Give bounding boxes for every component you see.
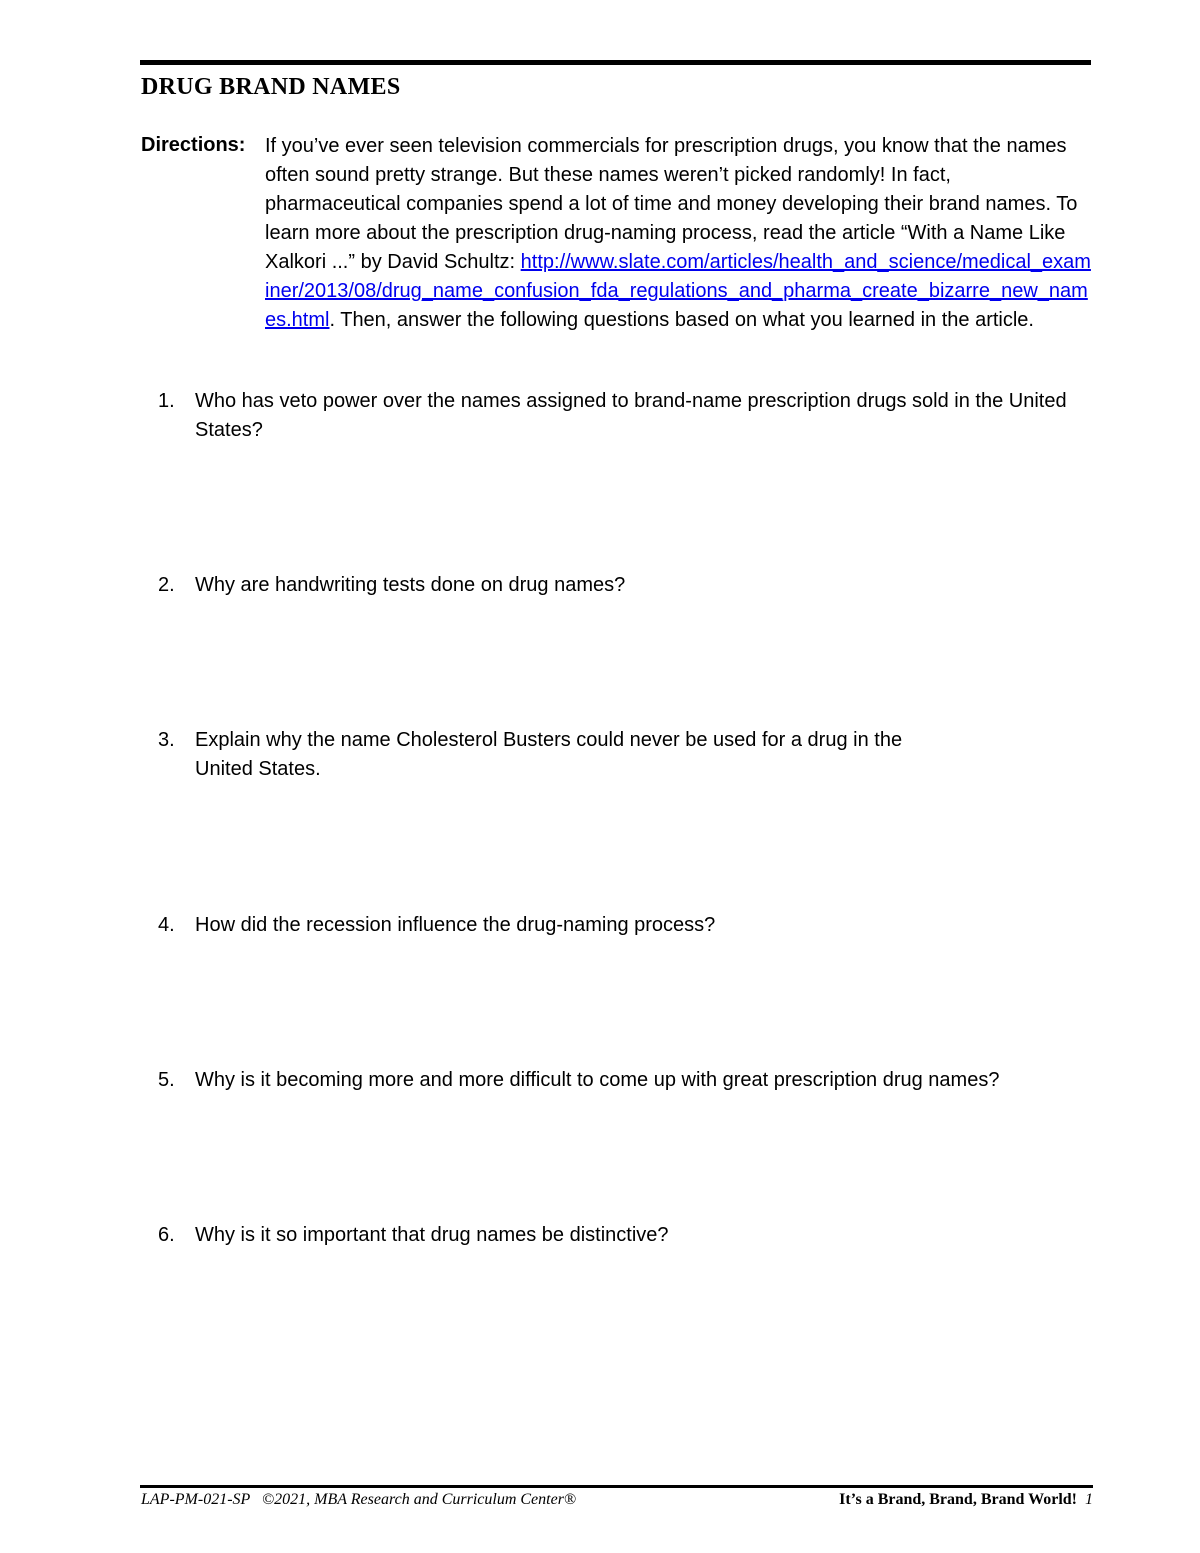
question-text: Why are handwriting tests done on drug names?: [195, 574, 626, 596]
footer-copyright: LAP-PM-021-SP ©2021, MBA Research and Curriculum Center®: [141, 1491, 577, 1508]
question-5: [158, 1066, 1078, 1095]
question-number: 2.: [158, 574, 175, 596]
question-number: 1.: [158, 390, 175, 412]
page-title: DRUG BRAND NAMES: [141, 74, 401, 100]
bottom-rule: [140, 1485, 1093, 1488]
question-number: 5.: [158, 1069, 175, 1091]
directions-label: Directions:: [141, 134, 246, 156]
article-link[interactable]: http://www.slate.com/articles/health_and_science/medical_examiner/2013/08/drug_name_confusion_fda_regulations_and_pharma_create_bizarre_new_names.html: [265, 251, 1091, 331]
question-text: Why is it becoming more and more difficult to come up with great prescription drug names?: [195, 1069, 1000, 1091]
question-4: [158, 911, 1078, 940]
question-number: 6.: [158, 1224, 175, 1246]
top-rule: [140, 60, 1091, 65]
question-3: [158, 726, 958, 784]
question-1: [158, 387, 1078, 445]
page-number: 1: [1085, 1491, 1093, 1508]
question-6: [158, 1221, 1078, 1250]
question-2: [158, 571, 1078, 600]
question-text: Who has veto power over the names assigned to brand-name prescription drugs sold in the United States?: [195, 390, 1067, 441]
footer-right: [839, 1491, 1093, 1509]
question-text: Why is it so important that drug names be distinctive?: [195, 1224, 669, 1246]
question-number: 3.: [158, 729, 175, 751]
directions-text-intro: If you’ve ever seen television commercials for prescription drugs, you know that the names often sound pretty strange. But these names weren’t picked randomly! In fact, pharmaceutical companies spend a lot of time and money developing their brand names. To learn more about the prescription drug-naming process, read the article “With a Name Like Xalkori ...” by David Schultz:: [265, 135, 1078, 273]
question-text: How did the recession influence the drug-naming process?: [195, 914, 716, 936]
directions-text-outro: . Then, answer the following questions based on what you learned in the article.: [329, 309, 1034, 331]
directions-text: [265, 132, 1091, 335]
footer-series-title: It’s a Brand, Brand, Brand World!: [839, 1491, 1077, 1508]
question-number: 4.: [158, 914, 175, 936]
question-text: Explain why the name Cholesterol Busters could never be used for a drug in the United States.: [195, 729, 903, 780]
